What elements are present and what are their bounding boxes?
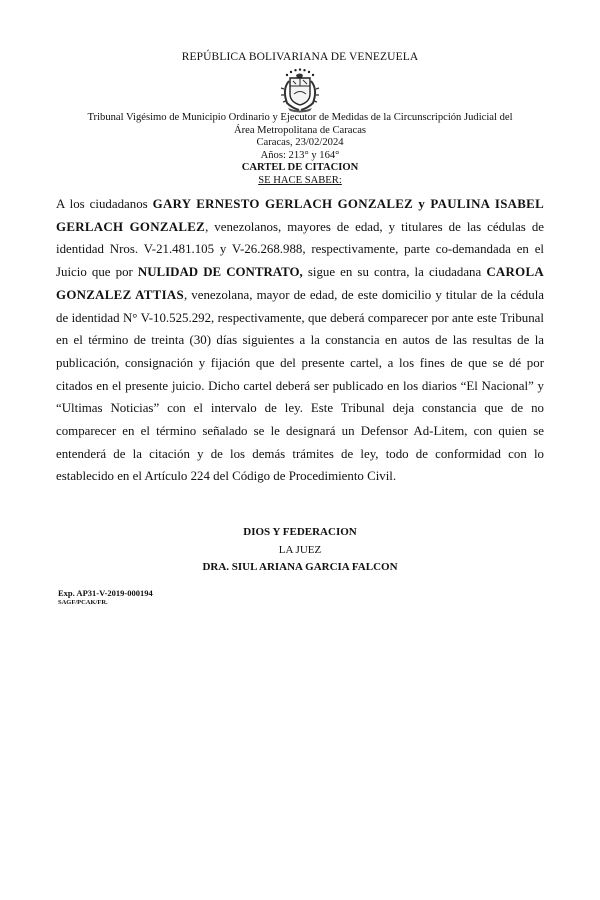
claim-type: NULIDAD DE CONTRATO, [137, 265, 303, 280]
body-text-2: , venezolanos, mayores de edad, y titulares de las cédulas de identidad Nros. V-21.481.105 y V-26.268.988, respectivamente, parte co-demandada en el Juicio que por [56, 219, 544, 280]
years: Años: 213° y 164° [260, 149, 340, 161]
citation-body [56, 193, 544, 488]
republic-heading: REPÚBLICA BOLIVARIANA DE VENEZUELA [181, 51, 419, 63]
file-reference [58, 588, 153, 608]
document-subtitle: SE HACE SABER: [258, 174, 342, 186]
body-text-4: , venezolana, mayor de edad, de este domicilio y titular de la cédula de identidad N° V-10.525.292, respectivamente, que deberá comparecer por ante este Tribunal en el término de treinta (30) días siguientes a la constancia en autos de las resultas de la publicación, consignación y fijación que del presente cartel, a los fines de que se dé por citados en el presente juicio. Dicho cartel deberá ser publicado en los diarios “El Nacional” y “Ultimas Noticias” con el intervalo de ley. Este Tribunal deja constancia que de no comparecer en el término señalado se le designará un Defensor Ad-Litem, con quien se entenderá de la citación y de los demás trámites de ley, todo de conformidad con lo establecido en el Artículo 224 del Código de Procedimiento Civil. [56, 287, 544, 484]
body-text-1: A los ciudadanos [56, 197, 153, 211]
plaintiff-name: CAROLA GONZALEZ ATTIAS [56, 265, 544, 302]
expediente-number: Exp. AP31-V-2019-000194 [58, 588, 153, 598]
tribunal-header [50, 112, 550, 187]
defendant-names: GARY ERNESTO GERLACH GONZALEZ y PAULINA ISABEL GERLACH GONZALEZ [56, 197, 544, 234]
tribunal-name-line2: Área Metropolitana de Caracas [233, 124, 367, 136]
coat-of-arms-seal [276, 67, 324, 113]
tribunal-name-line1: Tribunal Vigésimo de Municipio Ordinario y Ejecutor de Medidas de la Circunscripción Judicial del [87, 112, 513, 123]
judge-name: DRA. SIUL ARIANA GARCIA FALCON [202, 561, 398, 573]
place-date: Caracas, 23/02/2024 [256, 137, 344, 148]
document-title: CARTEL DE CITACION [241, 162, 359, 173]
signature-block [0, 524, 600, 577]
body-text-3: sigue en su contra, la ciudadana [302, 265, 487, 280]
typist-initials: SAGF/PCAK/FR. [58, 599, 108, 606]
judge-role: LA JUEZ [278, 543, 322, 556]
motto: DIOS Y FEDERACION [243, 526, 357, 538]
